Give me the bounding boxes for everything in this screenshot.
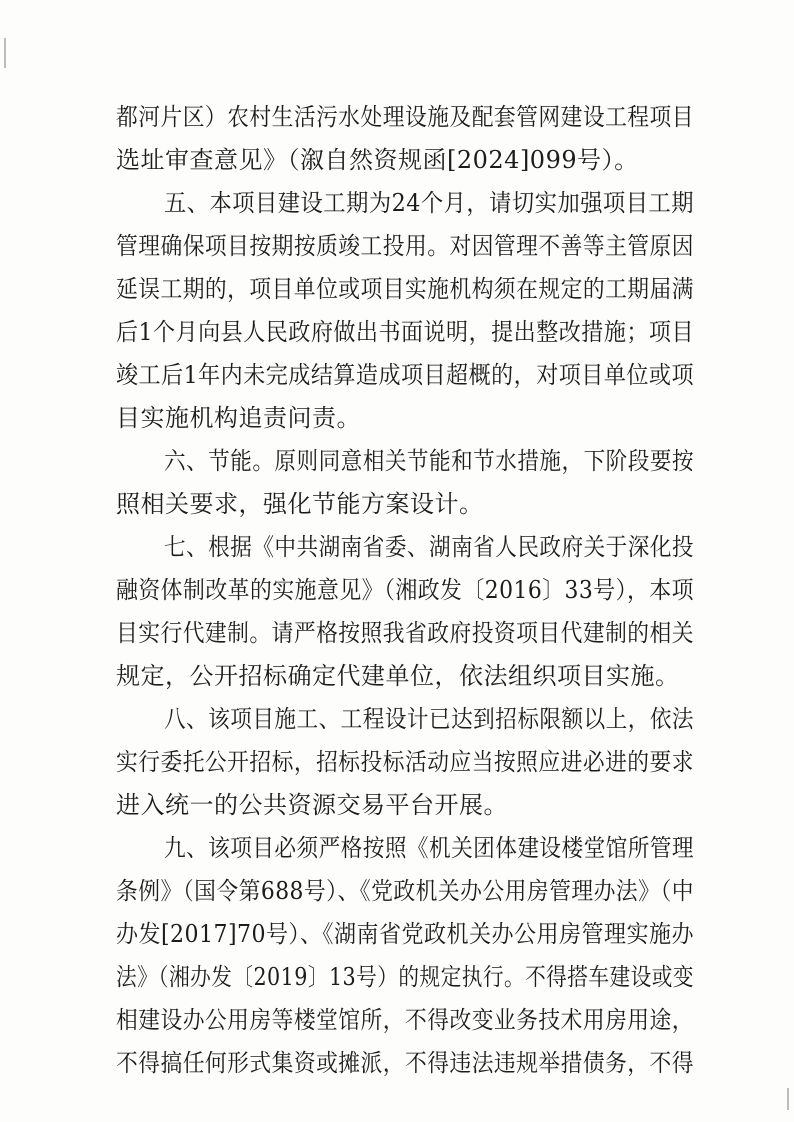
text-line: 实行委托公开招标，招标投标活动应当按照应进必进的要求	[116, 748, 694, 776]
text-line: 条例》（国令第688号）、《党政机关办公用房管理办法》（中	[116, 877, 694, 905]
text-line: 延误工期的，项目单位或项目实施机构须在规定的工期届满	[116, 275, 694, 303]
text-line: 选址审查意见》（溆自然资规函[2024]099号）。	[116, 146, 639, 174]
text-line: 七、根据《中共湖南省委、湖南省人民政府关于深化投	[164, 533, 694, 561]
text-line: 目实行代建制。请严格按照我省政府投资项目代建制的相关	[116, 619, 694, 647]
text-line: 八、该项目施工、工程设计已达到招标限额以上，依法	[164, 705, 694, 733]
text-line: 目实施机构追责问责。	[116, 404, 361, 432]
text-line: 五、本项目建设工期为24个月，请切实加强项目工期	[164, 189, 694, 217]
text-line: 进入统一的公共资源交易平台开展。	[116, 791, 508, 819]
text-line: 后1个月向县人民政府做出书面说明，提出整改措施；项目	[116, 318, 694, 346]
text-line: 规定，公开招标确定代建单位，依法组织项目实施。	[116, 662, 680, 690]
text-line: 管理确保项目按期按质竣工投用。对因管理不善等主管原因	[116, 232, 694, 260]
scan-edge-mark-top-left	[4, 38, 6, 68]
text-line: 相建设办公用房等楼堂馆所，不得改变业务技术用房用途，	[116, 1006, 694, 1034]
text-line: 照相关要求，强化节能方案设计。	[116, 490, 484, 518]
text-line: 六、节能。原则同意相关节能和节水措施，下阶段要按	[164, 447, 694, 475]
text-line: 竣工后1年内未完成结算造成项目超概的，对项目单位或项	[116, 361, 694, 389]
text-line: 不得搞任何形式集资或摊派，不得违法违规举措债务，不得	[116, 1049, 694, 1077]
text-line: 都河片区）农村生活污水处理设施及配套管网建设工程项目	[116, 103, 694, 131]
text-line: 办发[2017]70号）、《湖南省党政机关办公用房管理实施办	[116, 920, 694, 948]
text-line: 法》（湘办发〔2019〕13号）的规定执行。不得搭车建设或变	[116, 963, 694, 991]
text-line: 九、该项目必须严格按照《机关团体建设楼堂馆所管理	[164, 834, 694, 862]
text-line: 融资体制改革的实施意见》（湘政发〔2016〕33号），本项	[116, 576, 694, 604]
scan-edge-mark-bottom-right	[787, 1088, 789, 1110]
